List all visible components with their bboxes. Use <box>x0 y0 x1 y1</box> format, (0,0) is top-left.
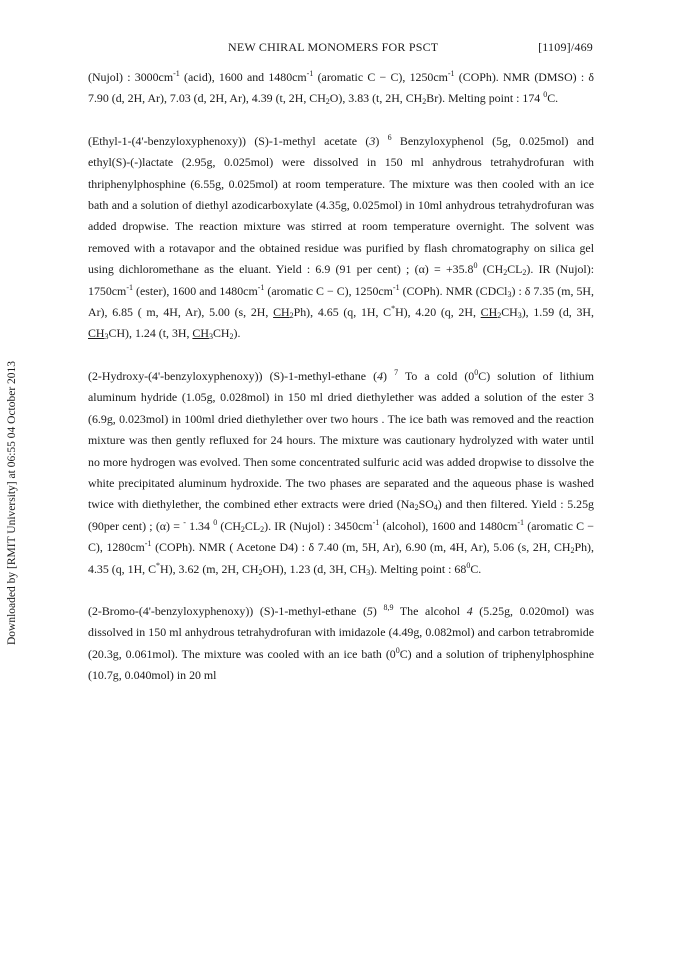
text-run: Br). Melting point : 174 <box>426 91 544 106</box>
text-run: 4 <box>466 603 473 618</box>
paragraph <box>88 366 594 580</box>
text-run: * <box>156 560 161 570</box>
text-run: Ph), 4.35 (q, 1H, C <box>88 540 594 576</box>
text-run: To a cold (0 <box>398 368 475 383</box>
text-run: Benzyloxyphenol (5g, 0.025mol) and ethyl(S)-(-)lactate (2.95g, 0.025mol) were dissolved in 150 ml anhydrous tetrahydrofuran with thriphenylphosphine (6.55g, 0.025mol) at room temperature. The mixture was then cooled with an ice bath and a solution of diethyl azodicarboxylate (4.35g, 0.025mol) in 10ml anhydrous tetrahydrofuran was added dropwise. The reaction mixture was stirred at room temperature overnight. The solvent was removed with a rotavapor and the obtained residue was purified by flash chromatography on silica gel using dichloromethane as the eluant. Yield : 6.9 (91 per cent) ; (α) = +35.8 <box>88 133 594 277</box>
text-run: C. <box>547 91 559 106</box>
text-run: -1 <box>173 69 180 78</box>
text-run: ) and then filtered. Yield : 5.25g (90per cent) ; (α) = <box>88 497 594 533</box>
text-run: 2 <box>240 524 245 534</box>
page-reference: [1109]/469 <box>538 40 593 54</box>
text-run: 8,9 <box>383 602 394 612</box>
text-run: (aromatic C − C), 1250cm <box>313 70 448 84</box>
text-run: 0 <box>474 367 479 377</box>
text-run: -1 <box>306 69 314 78</box>
text-run: OH), 1.23 (d, 3H, CH <box>262 561 367 576</box>
text-run: -1 <box>392 282 400 292</box>
text-run: (acid), 1600 and 1480cm <box>179 70 307 84</box>
text-run: 0 <box>473 261 478 271</box>
text-run: 4 <box>433 503 438 513</box>
text-run: ) <box>383 368 395 383</box>
text-run: (2-Bromo-(4'-benzyloxyphenoxy)) (S)-1-methyl-ethane ( <box>88 603 367 618</box>
text-run: 2 <box>325 97 330 107</box>
text-run: -1 <box>144 539 152 549</box>
text-run: ) <box>372 603 384 618</box>
text-run: 3 <box>369 133 376 148</box>
text-run: (CH <box>217 518 241 533</box>
text-run: ), 1.59 (d, 3H, <box>521 305 594 320</box>
text-run: (5.25g, 0.020mol) was dissolved in 150 ml anhydrous tetrahydrofuran with imidazole (4.49g, 0.082mol) and carbon tetrabromide (20.3g, 0.061mol). The mixture was cooled with an ice bath (0 <box>88 603 594 661</box>
text-run: 1.34 <box>185 518 214 533</box>
text-run: ). IR (Nujol): 1750cm <box>88 262 595 298</box>
text-run: O), 3.83 (t, 2H, CH <box>329 91 423 106</box>
text-run: 7 <box>394 367 399 377</box>
text-run: (CH <box>477 262 504 277</box>
text-run: 0 <box>543 90 548 100</box>
text-run: 2 <box>503 268 508 278</box>
text-run: - <box>183 517 186 527</box>
text-run: ) : δ 7.35 (m, 5H, Ar), 6.85 ( m, 4H, Ar), 5.00 (s, 2H, <box>88 283 594 320</box>
text-run: 2 <box>260 524 265 534</box>
paragraph <box>88 601 594 687</box>
text-run: 2 <box>422 97 427 107</box>
text-run: ). <box>233 326 241 341</box>
text-run: (aromatic C − C), 1280cm <box>88 518 594 555</box>
text-run: 3 <box>507 289 512 299</box>
text-run: ). Melting point : 68 <box>370 561 467 576</box>
text-run: C) solution of lithium aluminum hydride (1.05g, 0.028mol) in 150 ml dried diethylether was added a solution of the ester 3 (6.9g, 0.023mol) in 100ml dried diethylether over two hours . The ice bath was removed and the reaction mixture was then gently refluxed for 24 hours. The mixture was cautionary hydrolyzed with water until no more hydrogen was evolved. Then some concentrated sulfuric acid was added dropwise to dissolve the white precipitated aluminum hydroxide. The two phases are separated and the aqueous phase is washed twice with diethylether, the combined ether extracts were dried (Na <box>88 368 595 512</box>
text-run: 2 <box>229 332 234 342</box>
running-header <box>88 40 593 58</box>
text-run: 4 <box>377 368 384 383</box>
running-title: NEW CHIRAL MONOMERS FOR PSCT <box>228 40 439 54</box>
text-run: 5 <box>366 603 373 618</box>
text-run: 2 <box>497 311 502 321</box>
text-run: 3 <box>104 332 109 342</box>
text-run: C) and a solution of triphenylphosphine (10.7g, 0.040mol) in 20 ml <box>88 646 595 683</box>
paragraph <box>88 67 594 110</box>
text-run: 0 <box>395 645 400 655</box>
body-text <box>88 67 594 708</box>
text-run: CL <box>507 262 523 277</box>
text-run: -1 <box>257 282 265 292</box>
text-run: 2 <box>570 546 575 556</box>
text-run: (COPh). NMR (DMSO) : δ 7.90 (d, 2H, Ar), 7.03 (d, 2H, Ar), 4.39 (t, 2H, CH <box>88 70 594 106</box>
text-run: CH <box>480 305 498 320</box>
text-run: (COPh). NMR (CDCl <box>399 283 508 298</box>
text-run: 2 <box>289 311 294 321</box>
text-run: (alcohol), 1600 and 1480cm <box>379 518 518 533</box>
text-run: 2 <box>258 567 263 577</box>
text-run: CH <box>88 326 105 341</box>
text-run: The alcohol <box>393 603 467 618</box>
text-run: (COPh). NMR ( Acetone D4) : δ 7.40 (m, 5H, Ar), 6.90 (m, 4H, Ar), 5.06 (s, 2H, CH <box>151 540 571 555</box>
text-run: CH <box>192 326 209 341</box>
text-run: -1 <box>447 69 455 78</box>
text-run: ) <box>375 133 388 148</box>
text-run: (ester), 1600 and 1480cm <box>132 283 258 298</box>
text-run: Ph), 4.65 (q, 1H, C <box>293 305 392 320</box>
text-run: 3 <box>208 332 213 342</box>
text-run: * <box>391 304 396 314</box>
text-run: -1 <box>517 517 525 527</box>
text-run: C. <box>470 561 482 576</box>
text-run: 2 <box>522 268 527 278</box>
text-run: -1 <box>126 282 133 292</box>
paragraph <box>88 131 594 345</box>
text-run: CH <box>501 305 518 320</box>
text-run: CH <box>212 326 230 341</box>
text-run: 6 <box>387 132 392 142</box>
text-run: 2 <box>414 503 419 513</box>
text-run: (2-Hydroxy-(4'-benzyloxyphenoxy)) (S)-1-methyl-ethane ( <box>88 368 378 383</box>
text-run: ). IR (Nujol) : 3450cm <box>264 518 373 533</box>
text-run: CH <box>273 305 290 320</box>
text-run: 0 <box>466 560 471 570</box>
text-run: H), 4.20 (q, 2H, <box>395 305 481 320</box>
text-run: (aromatic C − C), 1250cm <box>264 283 393 298</box>
text-run: (Ethyl-1-(4'-benzyloxyphenoxy)) (S)-1-methyl acetate ( <box>88 133 370 148</box>
download-notice: Downloaded by [RMIT University] at 06:55 04 October 2013 <box>6 360 18 645</box>
text-run: 3 <box>517 311 522 321</box>
text-run: CH), 1.24 (t, 3H, <box>108 326 193 341</box>
text-run: -1 <box>372 517 380 527</box>
text-run: SO <box>418 497 434 512</box>
text-run: 3 <box>366 567 371 577</box>
text-run: 0 <box>213 517 218 527</box>
text-run: (Nujol) : 3000cm <box>88 70 174 84</box>
text-run: CL <box>244 518 261 533</box>
text-run: H), 3.62 (m, 2H, CH <box>160 561 259 576</box>
